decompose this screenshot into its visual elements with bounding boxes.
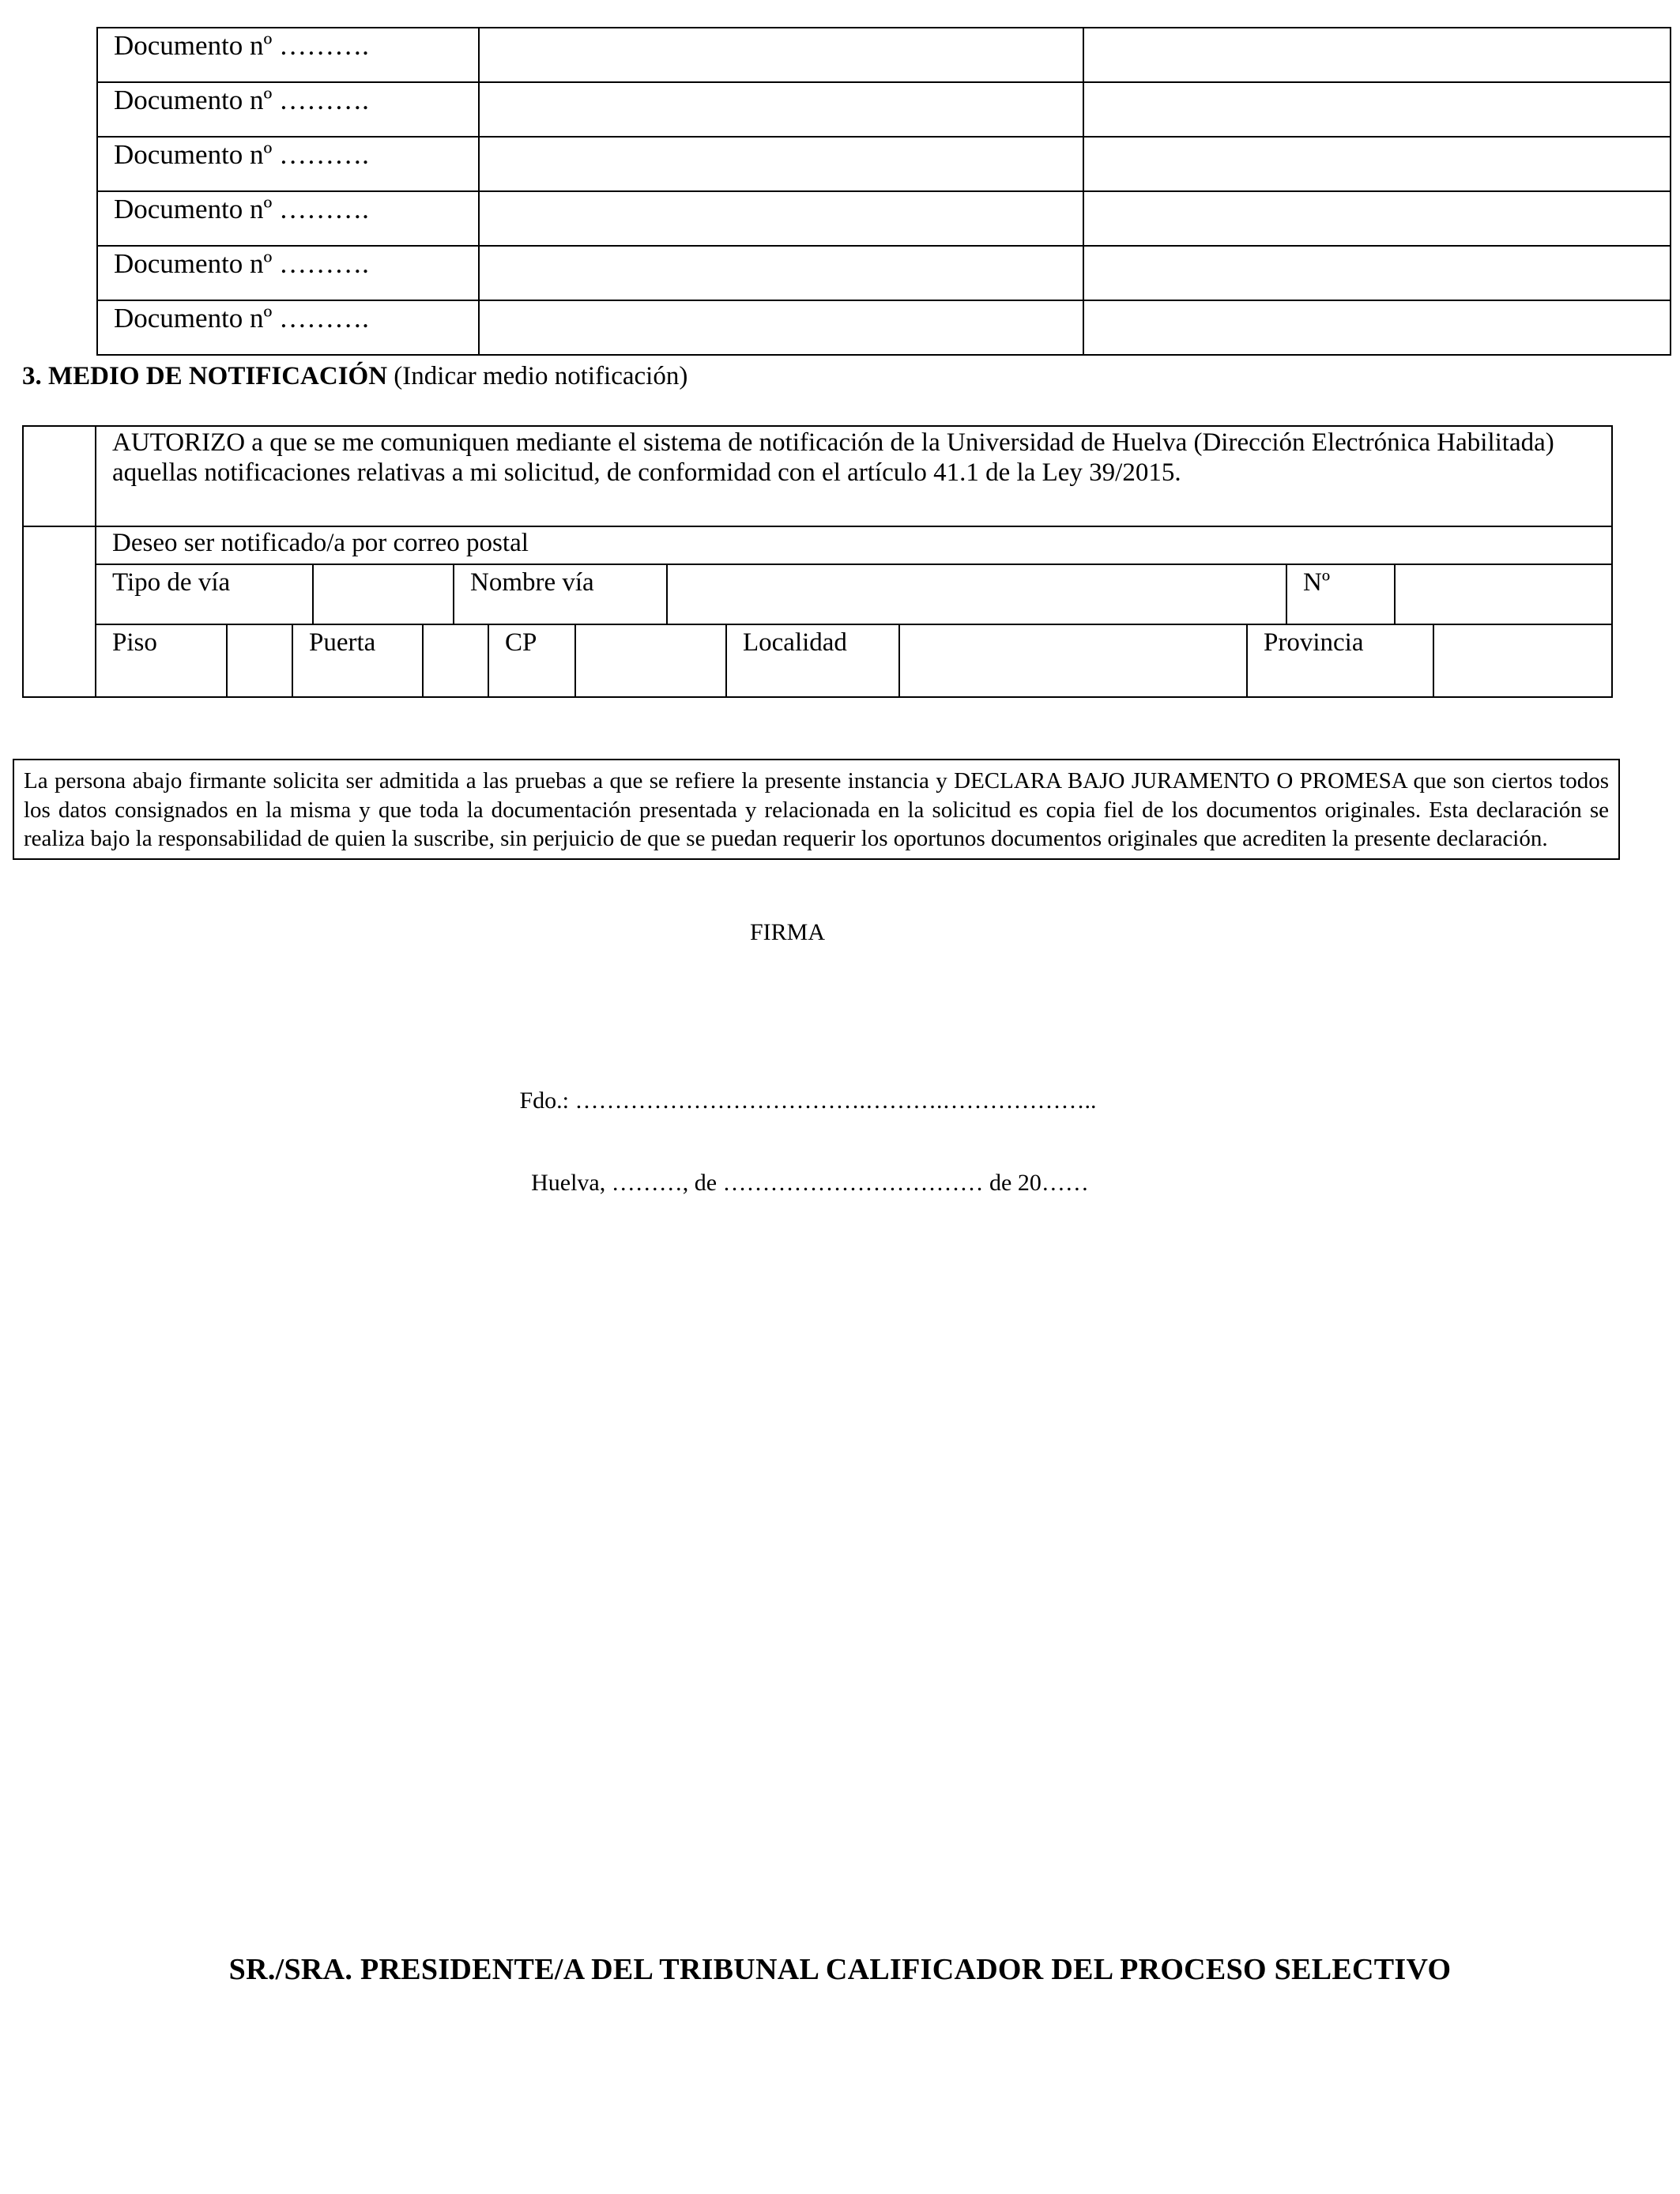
document-row xyxy=(97,300,1671,355)
addressee-heading: SR./SRA. PRESIDENTE/A DEL TRIBUNAL CALIFICADOR DEL PROCESO SELECTIVO xyxy=(228,1953,1452,1986)
postal-option-text: Deseo ser notificado/a por correo postal xyxy=(96,526,1612,564)
document-field[interactable] xyxy=(1083,300,1671,355)
section-title xyxy=(22,362,687,391)
document-field[interactable] xyxy=(1083,137,1671,191)
localidad-label: Localidad xyxy=(726,625,899,696)
address-row-1 xyxy=(23,564,1612,624)
document-label: Documento nº ………. xyxy=(97,28,479,82)
tipo-via-field[interactable] xyxy=(313,565,454,624)
tipo-via-label: Tipo de vía xyxy=(112,568,231,597)
nombre-via-field[interactable] xyxy=(667,565,1286,624)
address-location-table xyxy=(96,625,1613,696)
signature-fdo-line: Fdo.: ……………………………….……….……………….. xyxy=(519,1088,1097,1114)
document-field[interactable] xyxy=(479,246,1083,300)
localidad-field[interactable] xyxy=(899,625,1247,696)
document-label: Documento nº ………. xyxy=(97,300,479,355)
puerta-label: Puerta xyxy=(292,625,423,696)
document-field[interactable] xyxy=(479,28,1083,82)
document-label: Documento nº ………. xyxy=(97,82,479,137)
electronic-option-text: AUTORIZO a que se me comuniquen mediante el sistema de notificación de la Universidad de Huelva (Dirección Electrónica Habilitada) aquellas notificaciones relativas a mi solicitud, de conformidad con el artículo 41.1 de la Ley 39/2015. xyxy=(96,426,1612,526)
signature-label: FIRMA xyxy=(749,919,826,945)
postal-checkbox[interactable] xyxy=(23,526,96,697)
declaration-box: La persona abajo firmante solicita ser admitida a las pruebas a que se refiere la presente instancia y DECLARA BAJO JURAMENTO O PROMESA que son ciertos todos los datos consignados en la misma y que toda la documentación presentada y relacionada en la solicitud es copia fiel de los documentos originales. Esta declaración se realiza bajo la responsabilidad de quien la suscribe, sin perjuicio de que se puedan requerir los oportunos documentos originales que acrediten la presente declaración. xyxy=(13,759,1620,860)
document-field[interactable] xyxy=(479,137,1083,191)
provincia-field[interactable] xyxy=(1433,625,1613,696)
signature-date-line: Huelva, ………, de …………………………… de 20…… xyxy=(531,1170,1089,1196)
document-field[interactable] xyxy=(479,82,1083,137)
document-field[interactable] xyxy=(1083,82,1671,137)
section-hint: (Indicar medio notificación) xyxy=(394,362,688,390)
provincia-label: Provincia xyxy=(1247,625,1433,696)
piso-field[interactable] xyxy=(227,625,292,696)
puerta-field[interactable] xyxy=(423,625,488,696)
electronic-option-row xyxy=(23,426,1612,526)
documents-table xyxy=(96,27,1671,356)
postal-option-row xyxy=(23,526,1612,564)
section-heading: 3. MEDIO DE NOTIFICACIÓN xyxy=(22,362,388,390)
notification-table xyxy=(22,425,1613,698)
document-field[interactable] xyxy=(479,191,1083,246)
piso-label: Piso xyxy=(112,628,157,657)
cp-field[interactable] xyxy=(575,625,726,696)
numero-field[interactable] xyxy=(1395,565,1611,624)
document-row xyxy=(97,191,1671,246)
document-label: Documento nº ………. xyxy=(97,191,479,246)
document-field[interactable] xyxy=(1083,28,1671,82)
document-field[interactable] xyxy=(1083,191,1671,246)
document-label: Documento nº ………. xyxy=(97,137,479,191)
document-row xyxy=(97,82,1671,137)
document-row xyxy=(97,28,1671,82)
document-row xyxy=(97,246,1671,300)
address-row-2 xyxy=(23,624,1612,697)
document-field[interactable] xyxy=(479,300,1083,355)
document-field[interactable] xyxy=(1083,246,1671,300)
numero-label: Nº xyxy=(1286,565,1395,624)
nombre-via-label: Nombre vía xyxy=(454,565,667,624)
document-label: Documento nº ………. xyxy=(97,246,479,300)
electronic-checkbox[interactable] xyxy=(23,426,96,526)
address-street-table xyxy=(96,565,1611,624)
document-row xyxy=(97,137,1671,191)
cp-label: CP xyxy=(488,625,575,696)
